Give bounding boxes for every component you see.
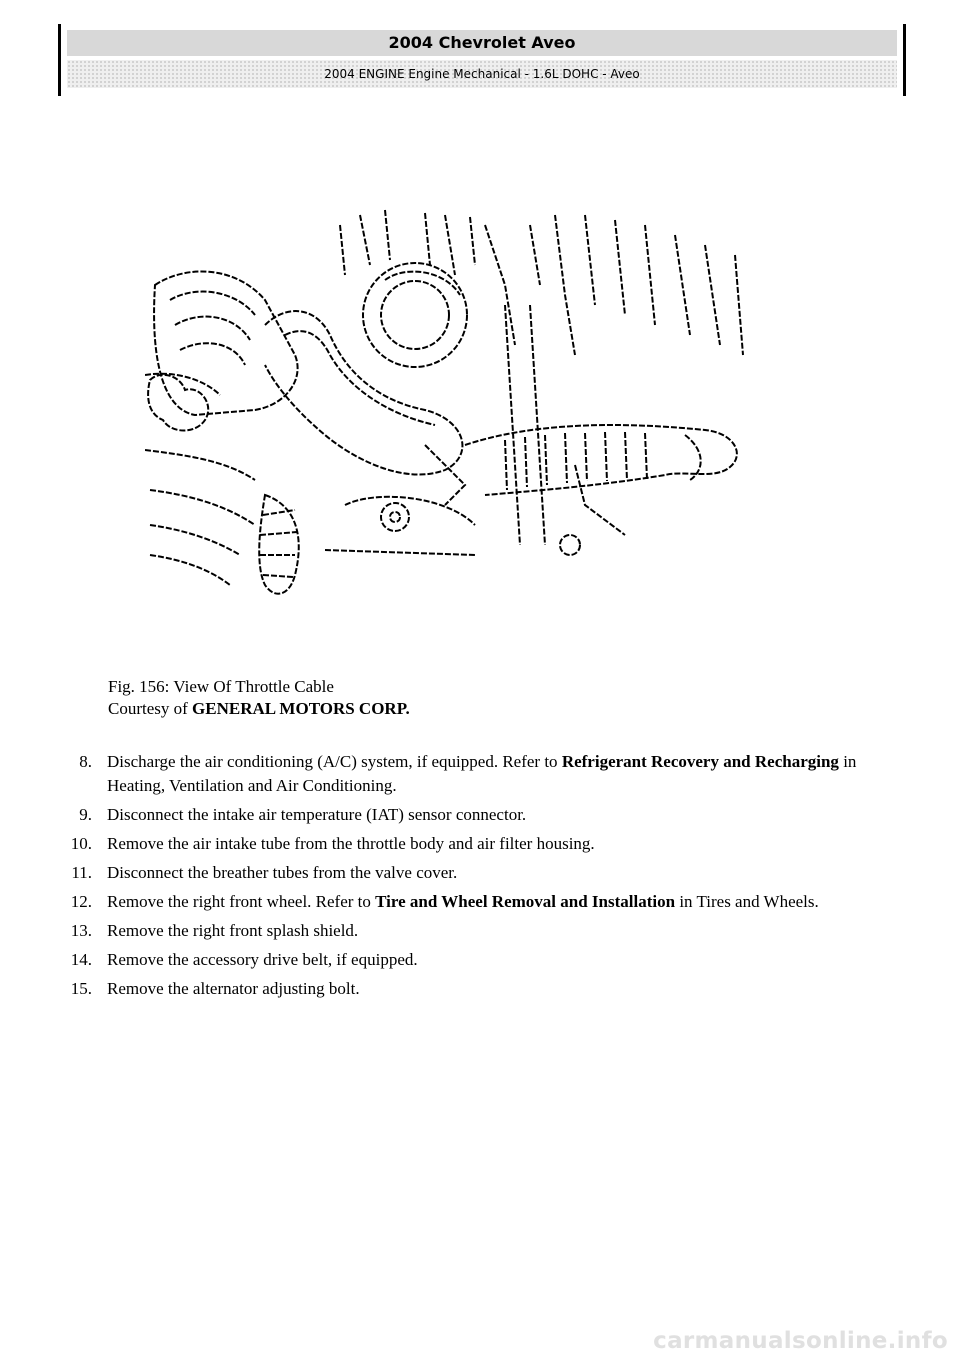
cross-reference-link[interactable]: Tire and Wheel Removal and Installation — [375, 892, 676, 911]
step-text — [107, 750, 898, 798]
step-text — [107, 803, 898, 827]
step-text — [107, 890, 898, 914]
document-subtitle: 2004 ENGINE Engine Mechanical - 1.6L DOHC - Aveo — [67, 60, 897, 88]
step-text-segment: Remove the right front splash shield. — [107, 921, 359, 940]
procedure-step — [58, 832, 898, 856]
procedure-steps — [58, 750, 898, 1006]
courtesy-prefix: Courtesy of — [108, 699, 188, 718]
step-number: 11. — [71, 863, 92, 882]
watermark: carmanualsonline.info — [653, 1328, 948, 1354]
step-number: 8. — [79, 752, 92, 771]
step-number: 9. — [79, 805, 92, 824]
step-number: 13. — [70, 921, 92, 940]
step-text-segment: Disconnect the intake air temperature (IAT) sensor connector. — [107, 805, 527, 824]
procedure-step — [58, 977, 898, 1001]
courtesy-company: GENERAL MOTORS CORP. — [192, 699, 410, 718]
figure-caption-label: Fig. 156: View Of Throttle Cable — [108, 677, 334, 696]
step-number: 15. — [70, 979, 92, 998]
step-text-segment: Remove the accessory drive belt, if equipped. — [107, 950, 418, 969]
figure-caption — [108, 676, 410, 720]
document-title: 2004 Chevrolet Aveo — [67, 30, 897, 56]
step-text — [107, 977, 898, 1001]
step-text-segment: in Tires and Wheels. — [675, 892, 819, 911]
step-number: 14. — [70, 950, 92, 969]
step-text-segment: Remove the air intake tube from the throttle body and air filter housing. — [107, 834, 595, 853]
step-text-segment: in Heating, Ventilation and Air Conditioning. — [107, 752, 857, 795]
step-text — [107, 832, 898, 856]
step-text — [107, 948, 898, 972]
procedure-step — [58, 919, 898, 943]
procedure-step — [58, 803, 898, 827]
page-header — [58, 24, 906, 96]
step-text-segment: Remove the alternator adjusting bolt. — [107, 979, 360, 998]
step-text-segment: Discharge the air conditioning (A/C) system, if equipped. Refer to — [107, 752, 562, 771]
step-text — [107, 919, 898, 943]
cross-reference-link[interactable]: Refrigerant Recovery and Recharging — [561, 752, 839, 771]
step-text-segment: Remove the right front wheel. Refer to — [107, 892, 376, 911]
procedure-step — [58, 948, 898, 972]
figure-courtesy — [108, 698, 410, 720]
procedure-step — [58, 890, 898, 914]
procedure-step — [58, 750, 898, 798]
step-text — [107, 861, 898, 885]
procedure-step — [58, 861, 898, 885]
throttle-cable-illustration — [145, 205, 745, 605]
step-text-segment: Disconnect the breather tubes from the valve cover. — [107, 863, 458, 882]
step-number: 12. — [70, 892, 92, 911]
step-number: 10. — [70, 834, 92, 853]
